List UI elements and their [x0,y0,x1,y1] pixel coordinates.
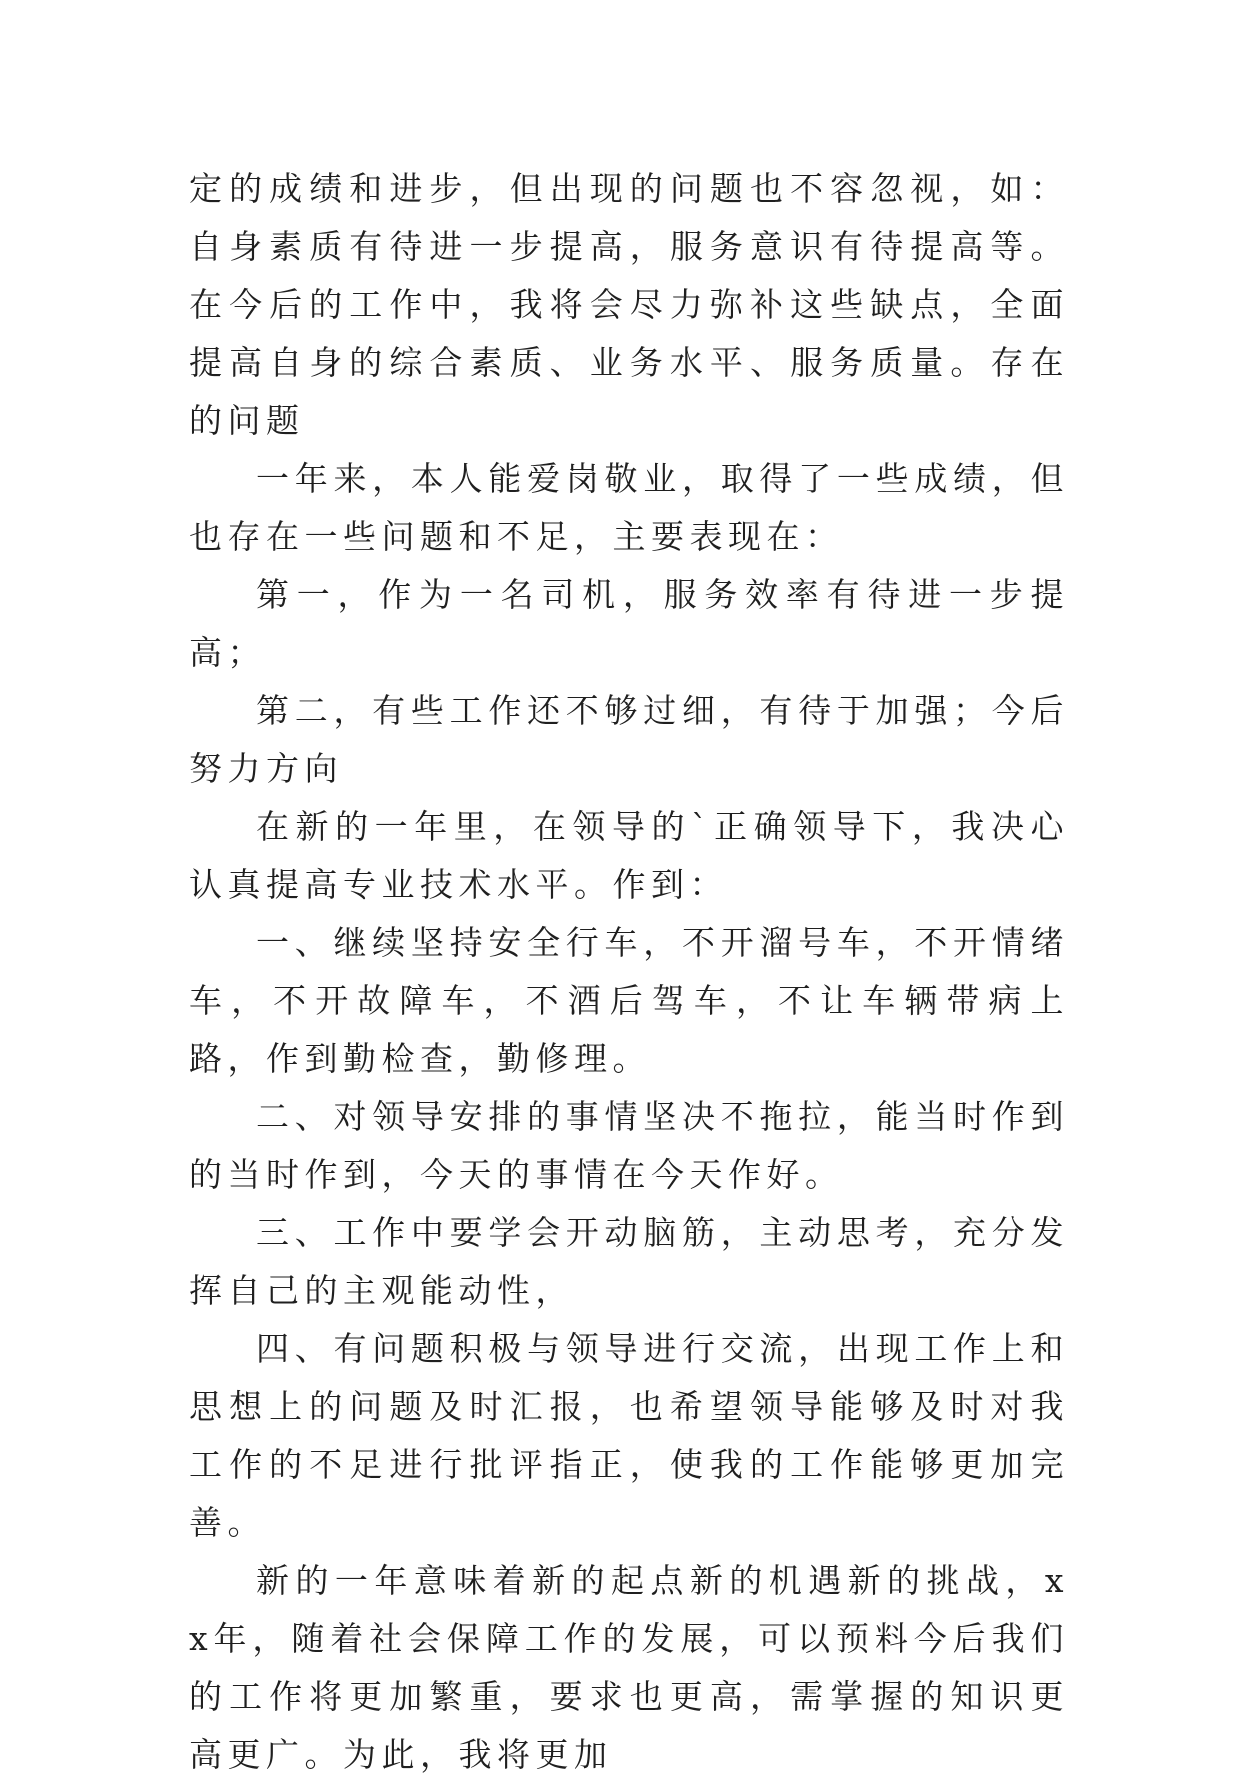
paragraph-8: 三、工作中要学会开动脑筋，主动思考，充分发挥自己的主观能动性， [189,1213,1069,1310]
paragraph-10: 新的一年意味着新的起点新的机遇新的挑战，xx年，随着社会保障工作的发展，可以预料今后我们的工作将更加繁重，要求也更高，需掌握的知识更高更广。为此，我将更加 [189,1561,1069,1774]
paragraph-4: 第二，有些工作还不够过细，有待于加强；今后努力方向 [189,691,1069,788]
paragraph-7: 二、对领导安排的事情坚决不拖拉，能当时作到的当时作到，今天的事情在今天作好。 [189,1097,1069,1194]
paragraph-1: 定的成绩和进步，但出现的问题也不容忽视，如：自身素质有待进一步提高，服务意识有待提高等。在今后的工作中，我将会尽力弥补这些缺点，全面提高自身的综合素质、业务水平、服务质量。存在的问题 [189,169,1069,440]
paragraph-5: 在新的一年里，在领导的`正确领导下，我决心认真提高专业技术水平。作到： [189,807,1069,904]
paragraph-9: 四、有问题积极与领导进行交流，出现工作上和思想上的问题及时汇报，也希望领导能够及时对我工作的不足进行批评指正，使我的工作能够更加完善。 [189,1329,1069,1542]
paragraph-3: 第一，作为一名司机，服务效率有待进一步提高； [189,575,1069,672]
document-body [189,160,1069,1784]
paragraph-6: 一、继续坚持安全行车，不开溜号车，不开情绪车，不开故障车，不酒后驾车，不让车辆带病上路，作到勤检查，勤修理。 [189,923,1069,1078]
paragraph-2: 一年来，本人能爱岗敬业，取得了一些成绩，但也存在一些问题和不足，主要表现在： [189,459,1069,556]
